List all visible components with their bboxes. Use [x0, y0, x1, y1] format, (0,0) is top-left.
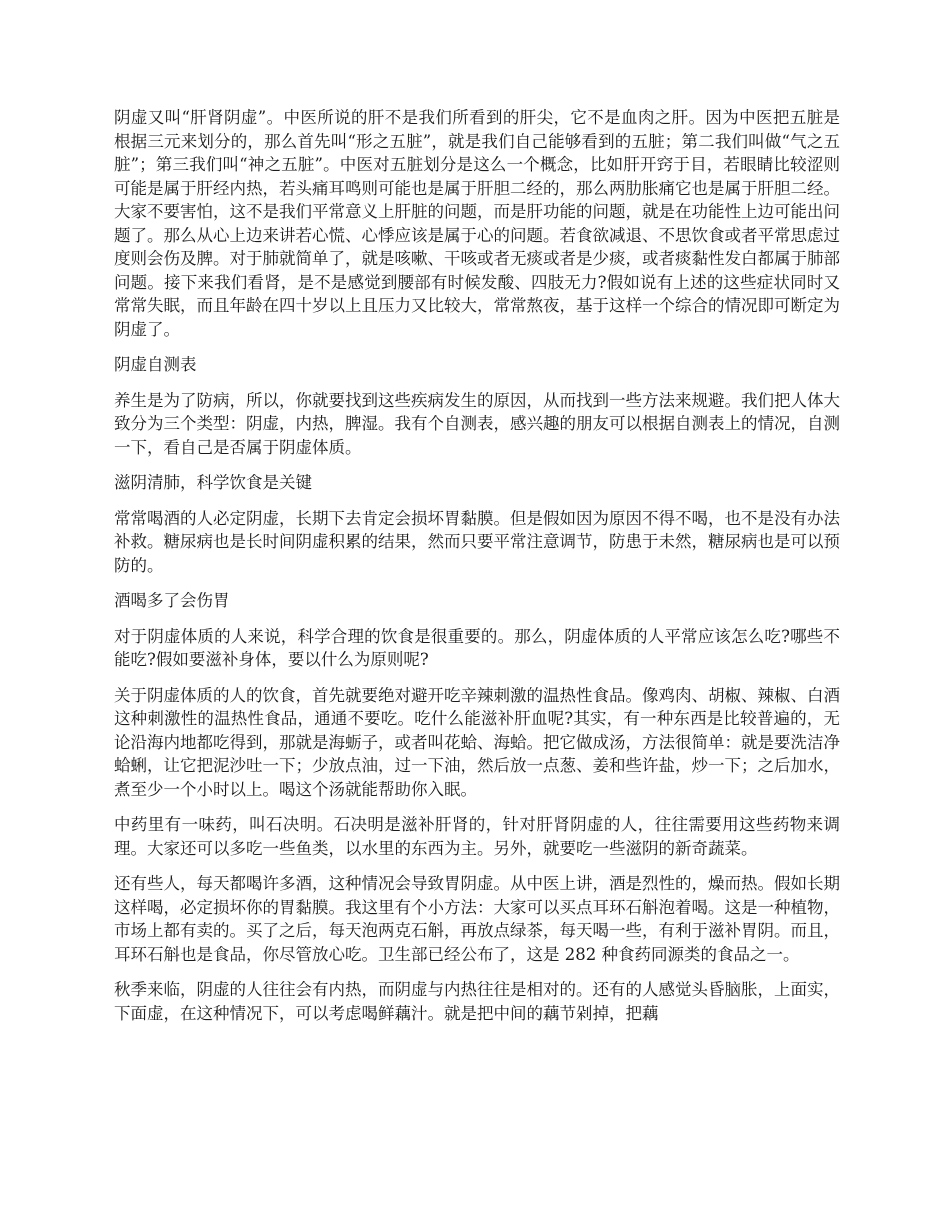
document-body: [114, 106, 840, 1037]
paragraph-lotus-root-juice: 秋季来临，阴虚的人往往会有内热，而阴虚与内热往往是相对的。还有的人感觉头昏脑胀，上面实，下面虚，在这种情况下，可以考虑喝鲜藕汁。就是把中间的藕节剁掉，把藕: [114, 980, 840, 1023]
paragraph-liver-kidney-yin-deficiency: 阴虚又叫“肝肾阴虚”。中医所说的肝不是我们所看到的肝尖，它不是血肉之肝。因为中医把五脏是根据三元来划分的，那么首先叫“形之五脏”，就是我们自己能够看到的五脏；第二我们叫做“气之五脏”；第三我们叫“神之五脏”。中医对五脏划分是这么一个概念，比如肝开窍于目，若眼睛比较涩则可能是属于肝经内热，若头痛耳鸣则可能也是属于肝胆二经的，那么两肋胀痛它也是属于肝胆二经。大家不要害怕，这不是我们平常意义上肝脏的问题，而是肝功能的问题，就是在功能性上边可能出问题了。那么从心上边来讲若心慌、心悸应该是属于心的问题。若食欲减退、不思饮食或者平常思虑过度则会伤及脾。对于肺就简单了，就是咳嗽、干咳或者无痰或者是少痰，或者痰黏性发白都属于肺部问题。接下来我们看肾，是不是感觉到腰部有时候发酸、四肢无力?假如说有上述的这些症状同时又常常失眠，而且年龄在四十岁以上且压力又比较大，常常熬夜，基于这样一个综合的情况即可断定为阴虚了。: [114, 108, 840, 339]
paragraph-dendrobium: 还有些人，每天都喝许多酒，这种情况会导致胃阴虚。从中医上讲，酒是烈性的，燥而热。假如长期这样喝，必定损坏你的胃黏膜。我这里有个小方法：大家可以买点耳环石斛泡着喝。这是一种植物，市场上都有卖的。买了之后，每天泡两克石斛，再放点绿茶，每天喝一些，有利于滋补胃阴。而且，耳环石斛也是食品，你尽管放心吃。卫生部已经公布了，这是 282 种食药同源类的食品之一。: [114, 874, 840, 964]
paragraph-health-prevention: 养生是为了防病，所以，你就要找到这些疾病发生的原因，从而找到一些方法来规避。我们把人体大致分为三个类型：阴虚，内热，脾湿。我有个自测表，感兴趣的朋友可以根据自测表上的情况，自测一下，看自己是否属于阴虚体质。: [114, 390, 840, 457]
heading-drinking-hurts-stomach: 酒喝多了会伤胃: [114, 591, 230, 610]
paragraph-drinking-damage: 常常喝酒的人必定阴虚，长期下去肯定会损坏胃黏膜。但是假如因为原因不得不喝，也不是没有办法补救。糖尿病也是长时间阴虚积累的结果，然而只要平常注意调节，防患于未然，糖尿病也是可以预防的。: [114, 508, 840, 575]
paragraph-shijueming: 中药里有一味药，叫石决明。石决明是滋补肝肾的，针对肝肾阴虚的人，往往需要用这些药物来调理。大家还可以多吃一些鱼类，以水里的东西为主。另外，就要吃一些滋阴的新奇蔬菜。: [114, 815, 840, 858]
paragraph-clam-soup: 关于阴虚体质的人的饮食，首先就要绝对避开吃辛辣刺激的温热性食品。像鸡肉、胡椒、辣椒、白酒这种刺激性的温热性食品，通通不要吃。吃什么能滋补肝血呢?其实，有一种东西是比较普遍的，无论沿海内地都吃得到，那就是海蛎子，或者叫花蛤、海蛤。把它做成汤，方法很简单：就是要洗洁净蛤蜊，让它把泥沙吐一下；少放点油，过一下油，然后放一点葱、姜和些许盐，炒一下；之后加水，煮至少一个小时以上。喝这个汤就能帮助你入眠。: [114, 685, 840, 799]
paragraph-diet-questions: 对于阴虚体质的人来说，科学合理的饮食是很重要的。那么，阴虚体质的人平常应该怎么吃?哪些不能吃?假如要滋补身体，要以什么为原则呢?: [114, 626, 840, 669]
heading-nourish-yin-diet: 滋阴清肺，科学饮食是关键: [114, 473, 312, 492]
heading-yin-deficiency-self-test: 阴虚自测表: [114, 355, 197, 374]
